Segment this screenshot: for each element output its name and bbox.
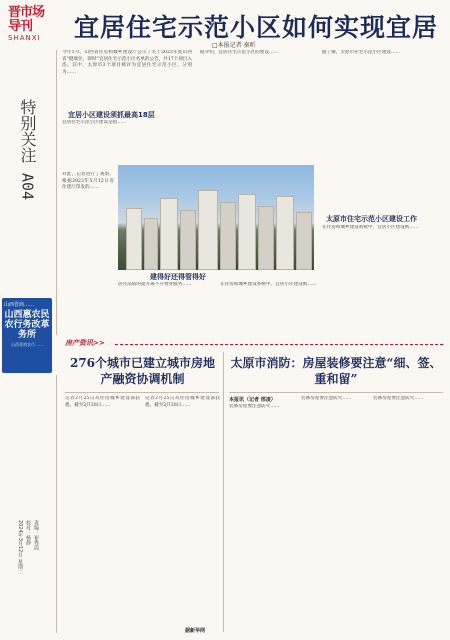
building-shape — [276, 196, 294, 270]
article-body: 居住品质的提升离不开物业服务…… — [118, 282, 192, 287]
column-divider — [223, 352, 224, 632]
right-article-body: 装修房屋要注意防火…… — [301, 396, 352, 401]
masthead-title: 晋市场导刊 — [8, 5, 45, 34]
article-body: 对此，记者进行了观察。根据2023年5月12日省住建厅印发的…… — [62, 172, 114, 191]
ad-headline: 山西惠农民农行务改革务所 — [4, 310, 50, 340]
column-divider — [56, 375, 57, 633]
headline-rule — [65, 392, 219, 393]
headline-rule — [229, 392, 443, 393]
page-number: A04 — [18, 173, 37, 201]
left-article-body: 记者2月25日从住房城乡建设部获悉，截至2月28日…… — [65, 396, 140, 408]
building-shape — [238, 194, 256, 270]
right-article-body: 装修房屋要注意防火…… — [229, 404, 280, 409]
building-shape — [180, 210, 196, 270]
section-divider — [115, 344, 443, 345]
right-article-body: 装修房屋要注意防火…… — [373, 396, 424, 401]
article-body: 宜居住宅示范小区建设是指…… — [62, 120, 127, 125]
masthead-logo — [8, 6, 48, 44]
section-label — [2, 95, 52, 207]
right-byline: 本报讯（记者 邢凌） — [229, 397, 276, 403]
building-shape — [144, 218, 158, 270]
building-shape — [220, 202, 236, 270]
ad-brand: 山西晋商…… — [4, 302, 35, 308]
masthead-subtitle: SHANXI — [8, 34, 41, 42]
residential-photo — [118, 165, 314, 270]
footer-proofreader: 校对：杨静 — [25, 520, 31, 545]
article-body: 今年1月，山西省住房和城乡建设厅公示了关于2023年度山西省“健康住、即时”宜居住宅示范小区名单的公告，共17个项目入选。其中，太原市3个项目被评为宜居住宅示范小区，分别为…… — [62, 50, 192, 75]
article-body: 在住房和城乡建设系统中，宜居小区建设被…… — [322, 225, 419, 230]
footer-editor: 责编：崔秀霞 — [33, 520, 39, 550]
ad-subtext: 山西晋商农行…… — [11, 342, 43, 347]
column-divider — [56, 50, 57, 335]
right-headline: 太原市消防：房屋装修要注意“细、签、重和留” — [230, 356, 442, 386]
news-section-bar — [65, 338, 443, 348]
photo-caption: 建得好还得管得好 — [150, 273, 206, 281]
building-shape — [160, 198, 178, 270]
article-subheading: 太原市住宅示范小区建设工作 — [326, 215, 417, 223]
advertisement — [2, 298, 52, 373]
section-tag: 房产资讯>> — [65, 339, 105, 347]
left-byline: 据新华网 — [185, 628, 206, 634]
left-article-body: 记者2月25日从住房城乡建设部获悉，截至2月28日…… — [145, 396, 220, 408]
building-shape — [296, 212, 312, 270]
section-name: 特别关注 — [18, 99, 37, 163]
article-body: 在住房和城乡建设系统中，宜居小区建设被…… — [220, 282, 317, 287]
left-headline: 276个城市已建立城市房地产融资协调机制 — [69, 356, 216, 386]
page-footer — [14, 520, 40, 635]
building-shape — [198, 190, 218, 270]
footer-date: 2024年3月12日 星期二 — [17, 520, 23, 574]
main-byline: □本报记者 秦昕 — [212, 42, 256, 49]
main-headline: 宜居住宅示范小区如何实现宜居 — [73, 13, 438, 42]
article-body: 据介绍，宜居住宅示范小区的建设…… — [200, 50, 279, 55]
article-subheading: 宜居小区建设须抓最高18层 — [68, 111, 155, 119]
building-shape — [258, 206, 274, 270]
building-shape — [126, 208, 142, 270]
article-body: 据了解，太原市住宅示范小区建设…… — [322, 50, 401, 55]
